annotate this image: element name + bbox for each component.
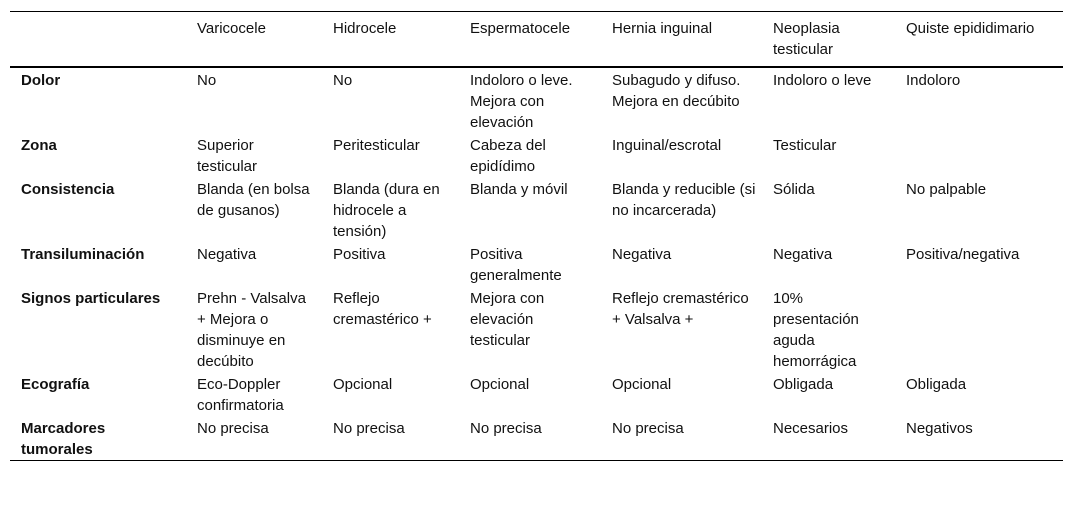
table-cell: Indoloro o leve. Mejora con elevación	[470, 72, 573, 131]
row-label-consistencia: Consistencia	[21, 181, 115, 198]
table-cell: Cabeza del epidídimo	[470, 137, 546, 175]
table-row	[10, 177, 1063, 242]
table-row	[10, 67, 1063, 133]
table-cell: Blanda y móvil	[470, 181, 568, 198]
table-cell: Opcional	[612, 376, 672, 393]
table-cell: Opcional	[470, 376, 530, 393]
row-label-ecografia: Ecografía	[21, 376, 90, 393]
table-cell: Opcional	[333, 376, 393, 393]
table-cell: Negativa	[197, 246, 257, 263]
header-cell-hidrocele: Hidrocele	[333, 20, 397, 37]
table-cell: Positiva/negativa	[906, 246, 1020, 263]
header-cell-hernia-inguinal: Hernia inguinal	[612, 20, 713, 37]
table-cell: Blanda y reducible (si no incarcerada)	[612, 181, 756, 219]
table-cell: No	[197, 72, 217, 89]
row-label-signos-particulares: Signos particulares	[21, 290, 161, 307]
table-cell: 10% presentación aguda hemorrágica	[773, 290, 859, 370]
table-cell: Obligada	[773, 376, 834, 393]
header-cell-empty	[10, 12, 186, 68]
table-row	[10, 416, 1063, 461]
table-cell: Positiva generalmente	[470, 246, 562, 284]
table-row	[10, 242, 1063, 286]
table-cell: Negativa	[773, 246, 833, 263]
row-label-dolor: Dolor	[21, 72, 61, 89]
table-cell: Inguinal/escrotal	[612, 137, 722, 154]
table-cell: Negativa	[612, 246, 672, 263]
row-label-transiluminacion: Transiluminación	[21, 246, 145, 263]
table-cell: Peritesticular	[333, 137, 420, 154]
row-label-marcadores-tumorales: Marcadores tumorales	[21, 420, 106, 458]
table-cell: Obligada	[906, 376, 967, 393]
table-row	[10, 372, 1063, 416]
table-cell: Blanda (dura en hidrocele a tensión)	[333, 181, 440, 240]
table-cell: Prehn - Valsalva + Mejora o disminuye en decúbito	[197, 290, 306, 370]
table-cell: No precisa	[197, 420, 269, 437]
table-cell: No precisa	[333, 420, 405, 437]
header-cell-varicocele: Varicocele	[197, 20, 266, 37]
header-cell-neoplasia-testicular: Neoplasia testicular	[773, 20, 840, 58]
header-cell-quiste-epididimario: Quiste epididimario	[906, 20, 1035, 37]
table-cell	[895, 286, 1063, 372]
table-cell: Testicular	[773, 137, 837, 154]
table-cell: Reflejo cremastérico + Valsalva +	[612, 290, 749, 328]
table-cell: No precisa	[470, 420, 542, 437]
table-cell: Blanda (en bolsa de gusanos)	[197, 181, 310, 219]
table-cell: No	[333, 72, 353, 89]
table-cell: Eco-Doppler confirmatoria	[197, 376, 284, 414]
header-row	[10, 12, 1063, 68]
table-row	[10, 286, 1063, 372]
table-cell: No precisa	[612, 420, 684, 437]
table-cell	[895, 133, 1063, 177]
table-row	[10, 133, 1063, 177]
differential-diagnosis-table	[10, 11, 1063, 461]
table-cell: Subagudo y difuso. Mejora en decúbito	[612, 72, 741, 110]
table-cell: Reflejo cremastérico +	[333, 290, 432, 328]
table-cell: Mejora con elevación testicular	[470, 290, 545, 349]
header-cell-espermatocele: Espermatocele	[470, 20, 571, 37]
table-cell: Negativos	[906, 420, 973, 437]
table-cell: Indoloro o leve	[773, 72, 872, 89]
table-cell: Sólida	[773, 181, 815, 198]
table-cell: Positiva	[333, 246, 386, 263]
comparison-table-container	[10, 11, 1063, 461]
table-cell: Necesarios	[773, 420, 849, 437]
table-cell: Indoloro	[906, 72, 961, 89]
table-cell: No palpable	[906, 181, 987, 198]
row-label-zona: Zona	[21, 137, 57, 154]
table-cell: Superior testicular	[197, 137, 258, 175]
